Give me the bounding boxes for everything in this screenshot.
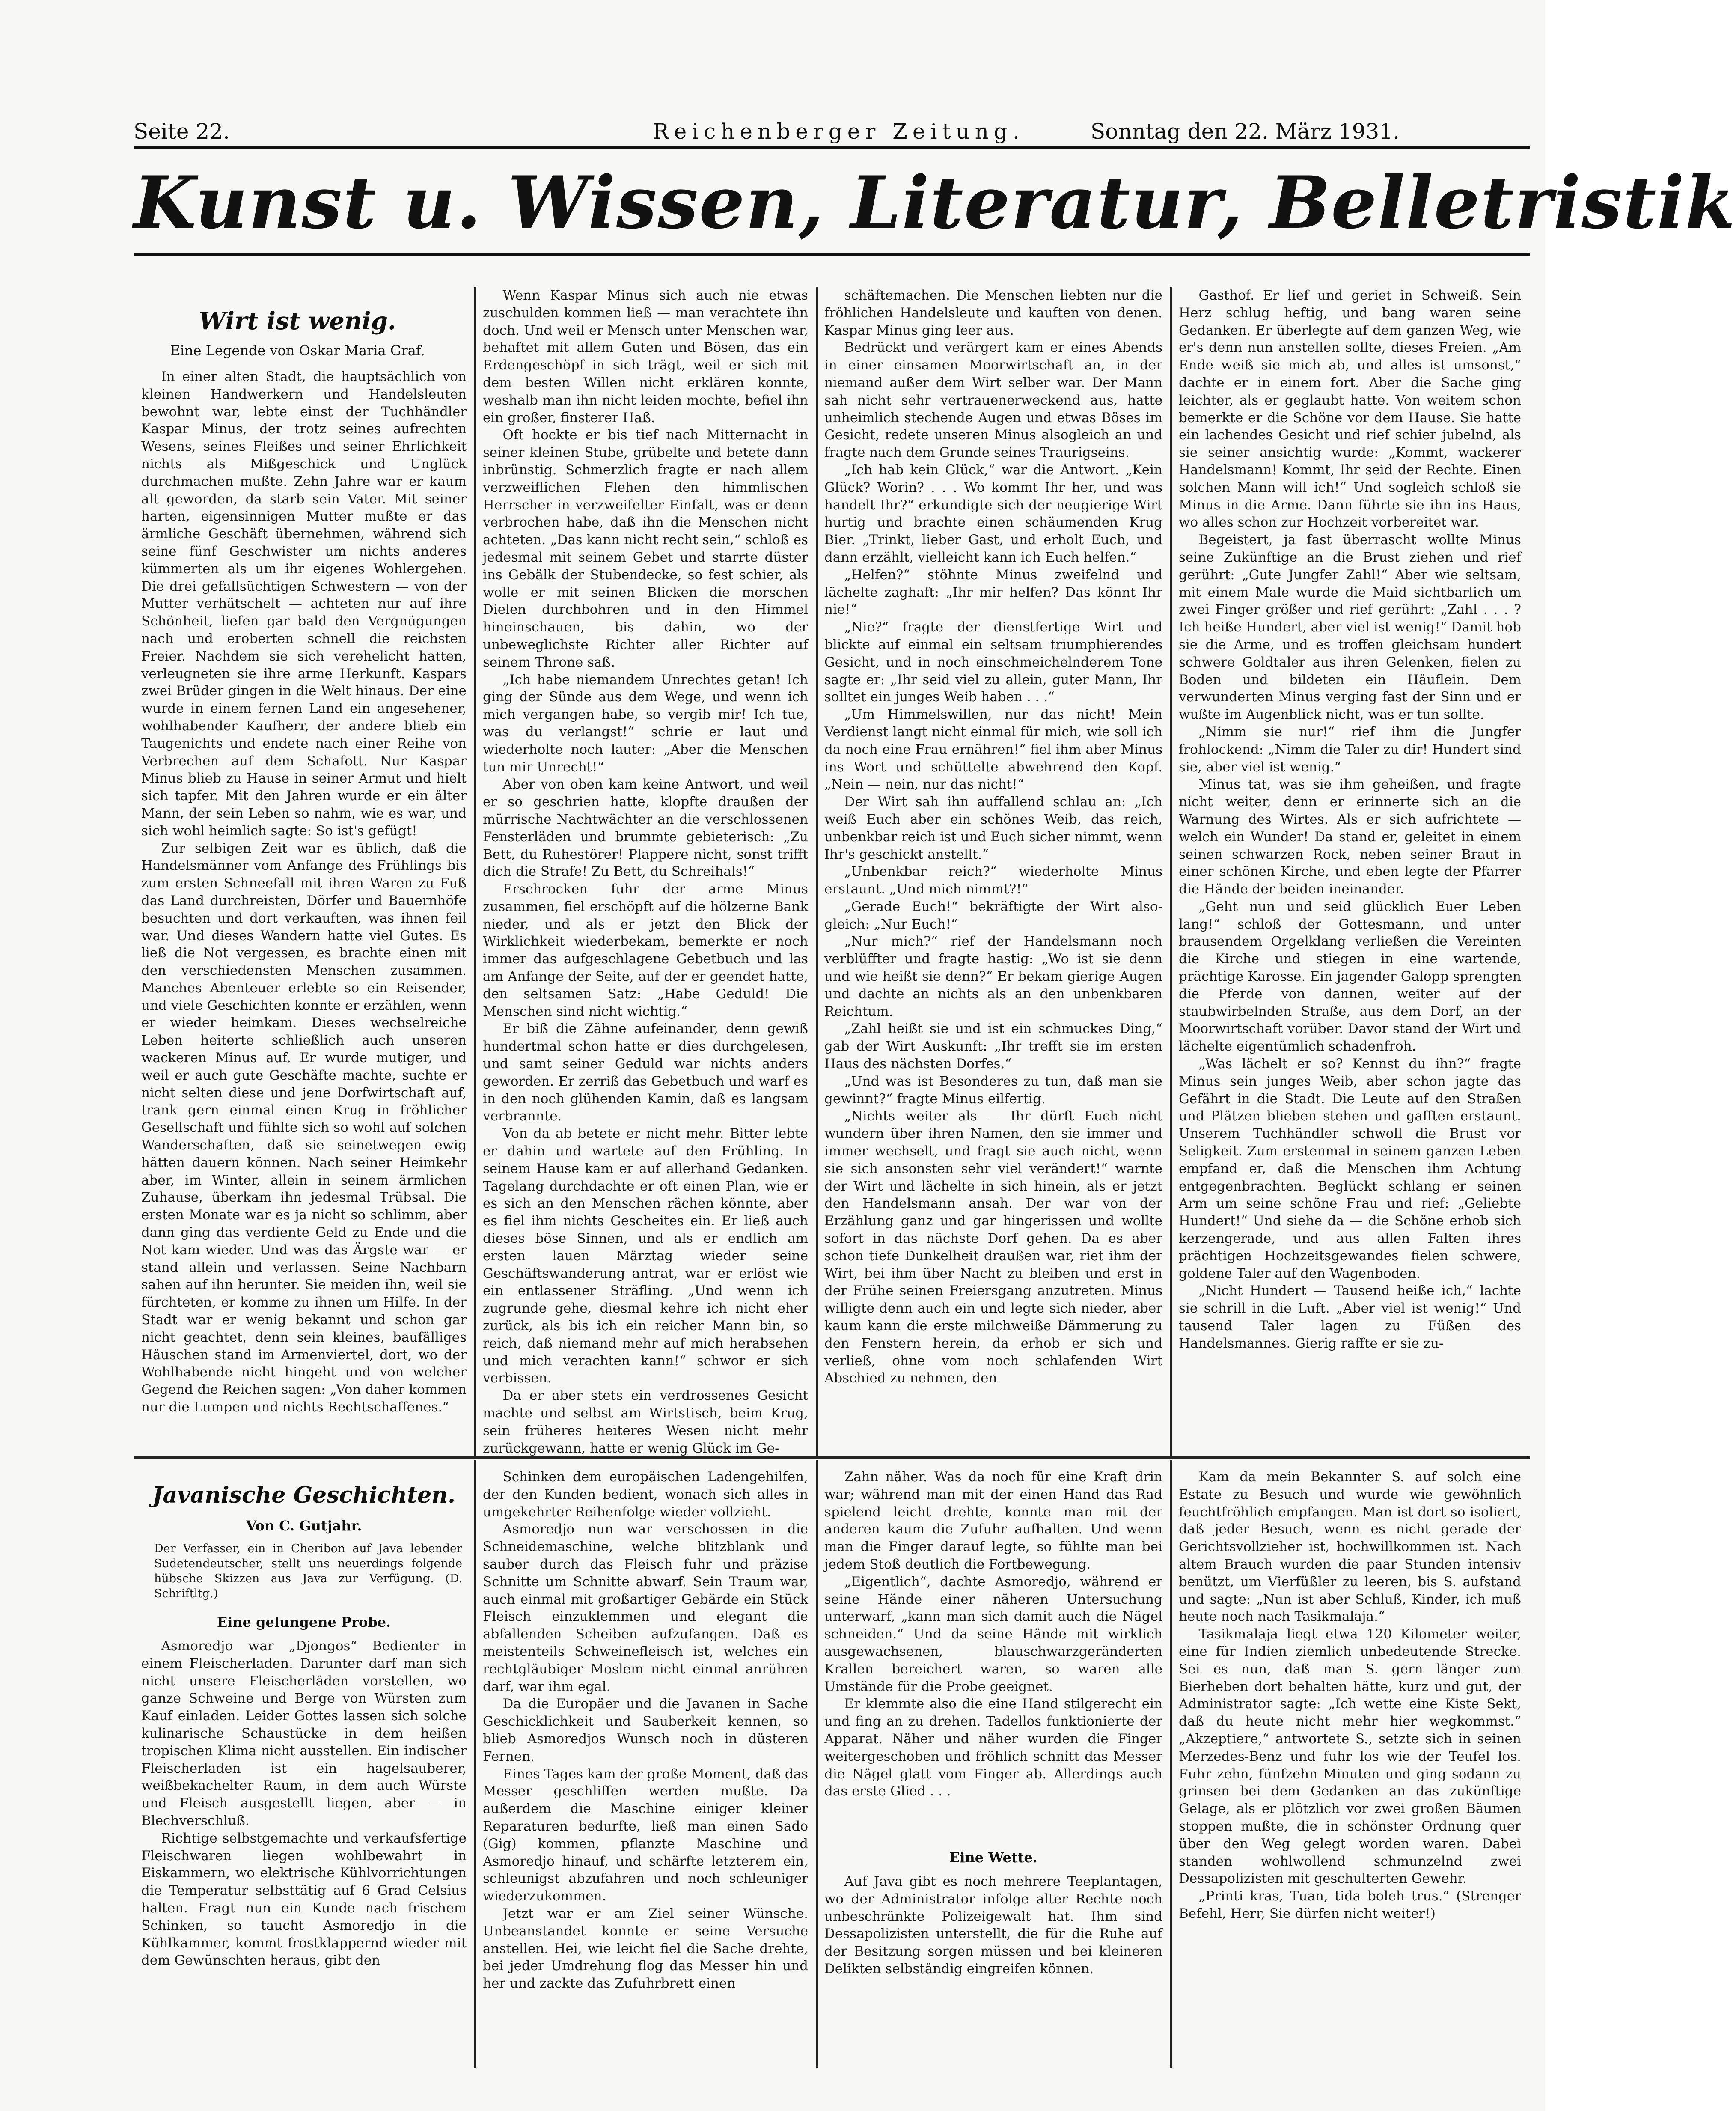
paragraph: „Nicht Hundert — Tausend heiße ich,“ lachte sie schrill in die Luft. „Aber viel ist wenig!“ Und tausend Taler lagen zu Füßen des Handelsmannes. Gierig raffte er sie zu-	[1179, 1283, 1521, 1351]
article2-column-3b	[824, 1873, 1162, 2066]
paragraph: Begeistert, ja fast überrascht wollte Minus seine Zukünftige an die Brust ziehen und rief gerührt: „Gute Jungfer Zahl!“ Aber wie seltsam, mit einem Male wurde die Maid sichtbarlich um zwei Finger größer und rief gerührt: „Zahl . . . ? Ich heiße Hundert, aber viel ist wenig!“ Damit hob sie die Arme, und es troffen gleichsam hundert schwere Goldtaler aus ihren Gelenken, fielen zu Boden und bildeten ein Häuflein. Dem verwunderten Minus verging fast der Sinn und er wußte im Augenblick nicht, was er tun sollte.	[1179, 532, 1521, 723]
paragraph: Er klemmte also die eine Hand stilgerecht ein und fing an zu drehen. Tadellos funktionierte der Apparat. Näher und näher wurden die Finger weitergeschoben und fröhlich schnitt das Messer die Nägel glatt vom Finger ab. Allerdings auch das erste Glied . . .	[824, 1696, 1162, 1799]
paragraph: Zahn näher. Was da noch für eine Kraft drin war; während man mit der einen Hand das Rad spielend leicht drehte, konnte man mit der anderen kaum die Zufuhr aufhalten. Und wenn man die Finger darauf legte, so fühlte man bei jedem Stoß deutlich die Fortbewegung.	[824, 1469, 1162, 1572]
paragraph: „Und was ist Besonderes zu tun, daß man sie gewinnt?“ fragte Minus eilfertig.	[824, 1073, 1162, 1107]
banner-rule	[134, 253, 1530, 256]
paragraph: Asmoredjo war „Djongos“ Bedienter in einem Fleischerladen. Darunter darf man sich nicht unsere Fleischerläden vorstellen, wo ganze Schweine und Berge von Würsten zum Kauf einladen. Leider Gottes lassen sich solche kulinarische Schaustücke in dem heißen tropischen Klima nicht ausstellen. Ein indischer Fleischerladen ist ein hagelsauberer, weißbekachelter Raum, in dem auch Würste und Fleisch ausgestellt liegen, aber — in Blechverschluß.	[141, 1638, 467, 1828]
article2-column-4	[1179, 1468, 1521, 2068]
paragraph: Schinken dem europäischen Ladengehilfen, der den Kunden bedient, wonach sich alles in umgekehrter Reihenfolge wieder vollzieht.	[483, 1469, 808, 1520]
article1-column-3	[824, 287, 1162, 1451]
newspaper-name: Reichenberger Zeitung.	[653, 119, 1025, 144]
paragraph: Minus tat, was sie ihm geheißen, und fragte nicht weiter, denn er erinnerte sich an die Warnung des Wirtes. Als er sich aufrichtete — welch ein Wunder! Da stand er, geleitet in einem seinen schwarzen Rock, neben seiner Braut in einer schönen Kirche, und eben legte der Pfarrer die Hände der beiden ineinander.	[1179, 777, 1521, 897]
paragraph: Wenn Kaspar Minus sich auch nie etwas zuschulden kommen ließ — man verachtete ihn doch. Und weil er Mensch unter Menschen war, behaftet mit allem Guten und Bösen, das ein Erdengeschöpf in sich trägt, weil er sich mit dem besten Willen nicht erklären konnte, weshalb man ihn nicht leiden mochte, befiel ihn ein großer, finsterer Haß.	[483, 288, 808, 426]
paragraph: „Um Himmelswillen, nur das nicht! Mein Verdienst langt nicht einmal für mich, wie soll ich da noch eine Frau ernähren!“ fiel ihm aber Minus ins Wort und schüttelte abwehrend den Kopf. „Nein — nein, nur das nicht!“	[824, 707, 1162, 792]
article2-column-2	[483, 1468, 808, 2068]
paragraph: Bedrückt und verärgert kam er eines Abends in einer einsamen Moorwirtschaft an, in der niemand außer dem Wirt selber war. Der Mann sah nicht sehr vertrauenerweckend aus, hatte unheimlich stechende Augen und etwas Böses im Gesicht, redete unseren Minus alsogleich an und fragte nach dem Grunde seines Traurigseins.	[824, 340, 1162, 461]
paragraph: „Helfen?“ stöhnte Minus zweifelnd und lächelte zaghaft: „Ihr mir helfen? Das könnt Ihr nie!“	[824, 567, 1162, 618]
paragraph: Von da ab betete er nicht mehr. Bitter lebte er dahin und wartete auf den Frühling. In seinem Hause kam er auf allerhand Gedanken. Tagelang durchdachte er oft einen Plan, wie er es sich an den Menschen rächen könnte, aber es fiel ihm nichts Gescheites ein. Er ließ auch dieses böse Sinnen, und als er endlich am ersten lauen Märztag wieder seine Geschäftswanderung antrat, war er erlöst wie ein entlassener Sträfling. „Und wenn ich zugrunde gehe, diesmal kehre ich nicht eher zurück, als bis ich ein reicher Mann bin, so reich, daß niemand mehr auf mich herabsehen und mich verachten kann!“ schwor er sich verbissen.	[483, 1126, 808, 1386]
article1-byline: Eine Legende von Oskar Maria Graf.	[170, 342, 425, 359]
paragraph: „Unbenkbar reich?“ wiederholte Minus erstaunt. „Und mich nimmt?!“	[824, 864, 1162, 897]
paragraph: Tasikmalaja liegt etwa 120 Kilometer weiter, eine für Indien ziemlich unbedeutende Strecke. Sei es nun, daß man S. gern länger zum Bierheben dort behalten hätte, kurz und gut, der Administrator sagte: „Ich wette eine Kiste Sekt, daß du heute nicht mehr hier wegkommst.“ „Akzeptiere,“ antwortete S., setzte sich in seinen Merzedes-Benz und fuhr los wie der Teufel los. Fuhr zehn, fünfzehn Minuten und ging sodann zu grinsen bei dem Gedanken an das zukünftige Gelage, als er plötzlich vor zwei großen Bäumen stoppen mußte, die in schönster Ordnung quer über den Weg gelegt worden waren. Dabei standen wohlwollend schmunzelnd zwei Dessapolizisten mit geschulterten Gewehr.	[1179, 1626, 1521, 1887]
paragraph: Asmoredjo nun war verschossen in die Schneidemaschine, welche blitzblank und sauber durch das Fleisch fuhr und präzise Schnitte um Schnitte abwarf. Sein Traum war, auch einmal mit großartiger Gebärde ein Stück Fleisch einzuklemmen und elegant die abfallenden Scheiben aufzufangen. Daß es meistenteils Schweinefleisch ist, welches ein rechtgläubiger Moslem nicht einmal anrühren darf, war ihm egal.	[483, 1521, 808, 1694]
paragraph: In einer alten Stadt, die hauptsächlich von kleinen Handwerkern und Handelsleuten bewohnt war, lebte einst der Tuchhändler Kaspar Minus, der trotz seines aufrechten Wesens, seines Fleißes und seiner Ehrlichkeit nichts als Mißgeschick und Unglück durchmachen mußte. Zehn Jahre war er kaum alt geworden, da starb sein Vater. Mit seiner harten, eigensinnigen Mutter mußte er das ärmliche Geschäft übernehmen, während sich seine fünf Geschwister um nichts anderes kümmerten als um ihr eigenes Wohlergehen. Die drei gefallsüchtigen Schwestern — von der Mutter verhätschelt — achteten nur auf ihre Schönheit, liefen gar bald den Vergnügungen nach und eroberten schnell die reichsten Freier. Nachdem sie sich verehelicht hatten, verleugneten sie ihre arme Herkunft. Kaspars zwei Brüder gingen in die Welt hinaus. Der eine wurde in einem fernen Land ein angesehener, wohlhabender Kaufherr, der andere blieb ein Taugenichts und endete nach einer Reihe von Verbrechen auf dem Schafott. Nur Kaspar Minus blieb zu Hause in seiner Armut und hielt sich tapfer. Mit den Jahren wurde er ein älter Mann, der sein Leben so nahm, wie es war, und sich wohl heimlich sagte: So ist's gefügt!	[141, 369, 467, 839]
article1-column-1	[141, 368, 467, 1447]
paragraph: Da er aber stets ein verdrossenes Gesicht machte und selbst am Wirtstisch, beim Krug, sein früheres heiteres Wesen nicht mehr zurückgewann, hatte er wenig Glück im Ge-	[483, 1388, 808, 1456]
article2-subhead-1: Eine gelungene Probe.	[217, 1614, 391, 1630]
paragraph: „Zahl heißt sie und ist ein schmuckes Ding,“ gab der Wirt Auskunft: „Ihr trefft sie im ersten Haus des nächsten Dorfes.“	[824, 1021, 1162, 1072]
page-number: Seite 22.	[134, 119, 230, 144]
paragraph: Der Wirt sah ihn auffallend schlau an: „Ich weiß Euch aber ein schönes Weib, das reich, unbenkbar reich ist und Euch sicher nimmt, wenn Ihr's geschickt anstellt.“	[824, 794, 1162, 862]
paragraph: Auf Java gibt es noch mehrere Teeplantagen, wo der Administrator infolge alter Rechte noch unbeschränkte Polizeigewalt hat. Ihm sind Dessapolizisten unterstellt, die für die Ruhe auf der Besitzung sorgen müssen und bei kleineren Delikten selbständig eingreifen können.	[824, 1874, 1162, 1977]
column-divider	[474, 287, 476, 1456]
column-divider	[1170, 287, 1172, 1456]
paragraph: „Ich habe niemandem Unrechtes getan! Ich ging der Sünde aus dem Wege, und wenn ich mich vergangen habe, so vergib mir! Ich tue, was du verlangst!“ schrie er laut und wiederholte noch lauter: „Aber die Menschen tun mir Unrecht!“	[483, 672, 808, 775]
paragraph: Oft hockte er bis tief nach Mitternacht in seiner kleinen Stube, grübelte und betete dann inbrünstig. Schmerzlich fragte er nach allem verzweiflichen Flehen den himmlischen Herrscher in verzweifelter Einfalt, was er denn verbrochen habe, daß ihn die Menschen nicht achteten. „Das kann nicht recht sein,“ schloß es jedesmal mit seinem Gebet und starrte düster ins Gebälk der Stubendecke, so fest schier, als wolle er mit seinen Blicken die morschen Dielen durchbohren und in den Himmel hineinschauen, bis dahin, wo der unbeweglichste Richter aller Richter auf seinem Throne saß.	[483, 427, 808, 670]
article1-title: Wirt ist wenig.	[199, 307, 396, 335]
paragraph: „Nichts weiter als — Ihr dürft Euch nicht wundern über ihren Namen, den sie immer und immer wechselt, und fragt sie auch nicht, wenn sie sich ansonsten sehr viel verändert!“ warnte der Wirt und lächelte in sich hinein, als er jetzt den Handelsmann ansah. Der war von der Erzählung ganz und gar hingerissen und wollte sofort in das nächste Dorf gehen. Da es aber schon tiefe Dunkelheit draußen war, riet ihm der Wirt, bei ihm über Nacht zu bleiben und erst in der Frühe seinen Freiersgang anzutreten. Minus willigte denn auch ein und legte sich nieder, aber kaum kann die erste milchweiße Dämmerung zu den Fenstern herein, da erhob er sich und verließ, ohne vom noch schlafenden Wirt Abschied zu nehmen, den	[824, 1108, 1162, 1386]
article2-intro-note: Der Verfasser, ein in Cheribon auf Java lebender Sudetendeutscher, stellt uns neuerdings folgende hübsche Skizzen aus Java zur Verfügung. (D. Schriftltg.)	[154, 1542, 462, 1600]
header-rule	[134, 146, 1530, 149]
column-divider	[1170, 1460, 1172, 2068]
paragraph: schäftemachen. Die Menschen liebten nur die fröhlichen Handelsleute und kauften von denen. Kaspar Minus ging leer aus.	[824, 288, 1162, 338]
column-divider	[474, 1460, 476, 2068]
article2-subhead-2: Eine Wette.	[949, 1849, 1038, 1866]
paragraph: Aber von oben kam keine Antwort, und weil er so geschrien hatte, klopfte draußen der mürrische Nachtwächter an die verschlossenen Fensterläden und brummte gebieterisch: „Zu Bett, du Ruhestörer! Plappere nicht, sonst trifft dich die Strafe! Zu Bett, du Schreihals!“	[483, 777, 808, 880]
paragraph: „Nimm sie nur!“ rief ihm die Jungfer frohlockend: „Nimm die Taler zu dir! Hundert sind sie, aber viel ist wenig.“	[1179, 724, 1521, 775]
article1-column-2	[483, 287, 808, 1456]
paragraph: „Gerade Euch!“ bekräftigte der Wirt also-gleich: „Nur Euch!“	[824, 899, 1162, 932]
paragraph: „Printi kras, Tuan, tida boleh trus.“ (Strenger Befehl, Herr, Sie dürfen nicht weiter!)	[1179, 1888, 1521, 1921]
article2-column-1	[141, 1638, 467, 2066]
paragraph: „Nur mich?“ rief der Handelsmann noch verblüffter und fragte hastig: „Wo ist sie denn und wie heißt sie denn?“ Er bekam gierige Augen und dachte an nichts als an den unbenkbaren Reichtum.	[824, 934, 1162, 1019]
paragraph: Gasthof. Er lief und geriet in Schweiß. Sein Herz schlug heftig, und bang waren seine Gedanken. Er überlegte auf dem ganzen Weg, wie er's denn nun anstellen sollte, dieses Freien. „Am Ende weiß sie mich ab, und alles ist umsonst,“ dachte er in einem fort. Aber die Sache ging leichter, als er geglaubt hatte. Von weitem schon bemerkte er die Schöne vor dem Hause. Sie hatte ein lachendes Gesicht und rief schier jubelnd, als sie seiner ansichtig wurde: „Kommt, wackerer Handelsmann! Kommt, Ihr seid der Rechte. Einen solchen Mann will ich!“ Und sogleich schloß sie Minus in die Arme. Dann führte sie ihn ins Haus, wo alles schon zur Hochzeit vorbereitet war.	[1179, 288, 1521, 530]
paragraph: „Was lächelt er so? Kennst du ihn?“ fragte Minus sein junges Weib, aber schon jagte das Gefährt in die Stadt. Die Leute auf den Straßen und Plätzen blieben stehen und gafften erstaunt. Unserem Tuchhändler schwoll die Brust vor Seligkeit. Zum erstenmal in seinem ganzen Leben empfand er, daß die Menschen ihm Achtung entgegenbrachten. Beglückt schlang er seinen Arm um seine schöne Frau und rief: „Geliebte Hundert!“ Und siehe da — die Schöne erhob sich kerzengerade, und aus allen Falten ihres prächtigen Hochzeitsgewandes fielen schwere, goldene Taler auf den Wagenboden.	[1179, 1056, 1521, 1281]
paragraph: „Nie?“ fragte der dienstfertige Wirt und blickte auf einmal ein seltsam triumphierendes Gesicht, und in noch einschmeichelnderem Tone sagte er: „Ihr seid viel zu allein, guter Mann, Ihr solltet ein junges Weib haben . . .“	[824, 619, 1162, 705]
paragraph: Da die Europäer und die Javanen in Sache Geschicklichkeit und Sauberkeit kennen, so blieb Asmoredjos Wunsch noch in düsteren Fernen.	[483, 1696, 808, 1764]
column-divider	[816, 1460, 818, 2068]
paragraph: Er biß die Zähne aufeinander, denn gewiß hundertmal schon hatte er dies durchgelesen, und samt seiner Geduld war nichts anders geworden. Er zerriß das Gebetbuch und warf es in den noch glühenden Kamin, daß es langsam verbrannte.	[483, 1021, 808, 1124]
article1-column-4	[1179, 287, 1521, 1451]
column-divider	[816, 287, 818, 1456]
section-banner: Kunst u. Wissen, Literatur, Belletristik	[134, 160, 1736, 245]
paragraph: Erschrocken fuhr der arme Minus zusammen, fiel erschöpft auf die hölzerne Bank nieder, und als er jetzt den Blick der Wirklichkeit wiederbekam, bemerkte er noch immer das aufgeschlagene Gebetbuch und las am Anfange der Seite, auf der er geendet hatte, den seltsamen Satz: „Habe Geduld! Die Menschen sind nicht wichtig.“	[483, 881, 808, 1019]
paragraph: „Geht nun und seid glücklich Euer Leben lang!“ schloß der Gottesmann, und unter brausendem Orgelklang verließen die Vereinten die Kirche und stiegen in eine wartende, prächtige Karosse. Ein jagender Galopp sprengten die Pferde von dannen, weiter auf der staubwirbelnden Straße, aus dem Dorf, an der Moorwirtschaft vorüber. Davor stand der Wirt und lächelte eigentümlich schadenfroh.	[1179, 899, 1521, 1054]
paragraph: Kam da mein Bekannter S. auf solch eine Estate zu Besuch und wurde wie gewöhnlich feuchtfröhlich empfangen. Man ist dort so isoliert, daß jeder Besuch, wenn es nicht gerade der Gerichtsvollzieher ist, hochwillkommen ist. Nach altem Brauch wurden die paar Stunden intensiv benützt, um Vierfüßler zu leeren, bis S. aufstand und sagte: „Nun ist aber Schluß, Kinder, ich muß heute noch nach Tasikmalaja.“	[1179, 1469, 1521, 1625]
article2-title: Javanische Geschichten.	[152, 1482, 456, 1508]
article2-column-3	[824, 1468, 1162, 1845]
paragraph: Jetzt war er am Ziel seiner Wünsche. Unbeanstandet konnte er seine Versuche anstellen. Hei, wie leicht fiel die Sache drehte, bei jeder Umdrehung flog das Messer hin und her und zackte das Zufuhrbrett einen	[483, 1906, 808, 1992]
issue-date: Sonntag den 22. März 1931.	[1091, 119, 1400, 144]
paragraph: Richtige selbstgemachte und verkaufsfertige Fleischwaren liegen wohlbewahrt in Eiskammern, wo elektrische Kühlvorrichtungen die Temperatur selbsttätig auf 6 Grad Celsius halten. Fragt nun ein Kunde nach frischem Schinken, so taucht Asmoredjo in die Kühlkammer, kommt frostklappernd wieder mit dem Gewünschten heraus, gibt den	[141, 1830, 467, 1968]
paragraph: Eines Tages kam der große Moment, daß das Messer geschliffen werden mußte. Da außerdem die Maschine einiger kleiner Reparaturen bedurfte, ließ man einen Sado (Gig) kommen, pflanzte Maschine und Asmoredjo hinauf, und schärfte letzterem ein, schleunigst abzufahren und noch schleuniger wiederzukommen.	[483, 1766, 808, 1904]
article2-byline: Von C. Gutjahr.	[246, 1518, 362, 1534]
paragraph: „Ich hab kein Glück,“ war die Antwort. „Kein Glück? Worin? . . . Wo kommt Ihr her, und was handelt Ihr?“ erkundigte sich der neugierige Wirt hurtig und brachte einen schäumenden Krug Bier. „Trinkt, lieber Gast, und erholt Euch, und dann erzählt, vielleicht kann ich Euch helfen.“	[824, 462, 1162, 565]
paragraph: „Eigentlich“, dachte Asmoredjo, während er seine Hände einer näheren Untersuchung unterwarf, „kann man sich damit auch die Nägel schneiden.“ Und da seine Hände mit wirklich ausgewachsenen, blauschwarzgeränderten Krallen bereichert waren, so waren alle Umstände für die Probe geeignet.	[824, 1574, 1162, 1694]
paragraph: Zur selbigen Zeit war es üblich, daß die Handelsmänner vom Anfange des Frühlings bis zum ersten Schneefall mit ihren Waren zu Fuß das Land durchreisten, Dörfer und Bauernhöfe besuchten und dort verkauften, was ihnen feil war. Und dieses Wandern hatte viel Gutes. Es ließ die Not vergessen, es brachte einen mit den verschiedensten Menschen zusammen. Manches Abenteuer erlebte so ein Reisender, und viele Geschichten konnte er erzählen, wenn er wieder heimkam. Dieses wechselreiche Leben heiterte schließlich auch unseren wackeren Minus auf. Er wurde mutiger, und weil er auch gute Geschäfte machte, suchte er nicht selten diese und jene Dorfwirtschaft auf, trank gern einmal einen Krug in fröhlicher Gesellschaft und fühlte sich so wohl auf solchen Wanderschaften, daß sie seinetwegen ewig hätten dauern können. Nach seiner Heimkehr aber, im Winter, allein in seinem ärmlichen Zuhause, überkam ihn jedesmal Trübsal. Die ersten Monate war es ja nicht so schlimm, aber dann ging das verdiente Geld zu Ende und die Not kam wieder. Und was das Ärgste war — er stand allein und verlassen. Seine Nachbarn sahen auf ihn herunter. Sie meiden ihn, weil sie fürchteten, er komme zu ihnen um Hilfe. In der Stadt war er wenig bekannt und schon gar nicht geachtet, denn sein kleines, baufälliges Häuschen stand im Armenviertel, dort, wo der Wohlhabende nicht hingeht und von welcher Gegend die Reichen sagen: „Von daher kommen nur die Lumpen und nichts Rechtschaffenes.“	[141, 840, 467, 1415]
article-divider	[134, 1456, 1530, 1459]
